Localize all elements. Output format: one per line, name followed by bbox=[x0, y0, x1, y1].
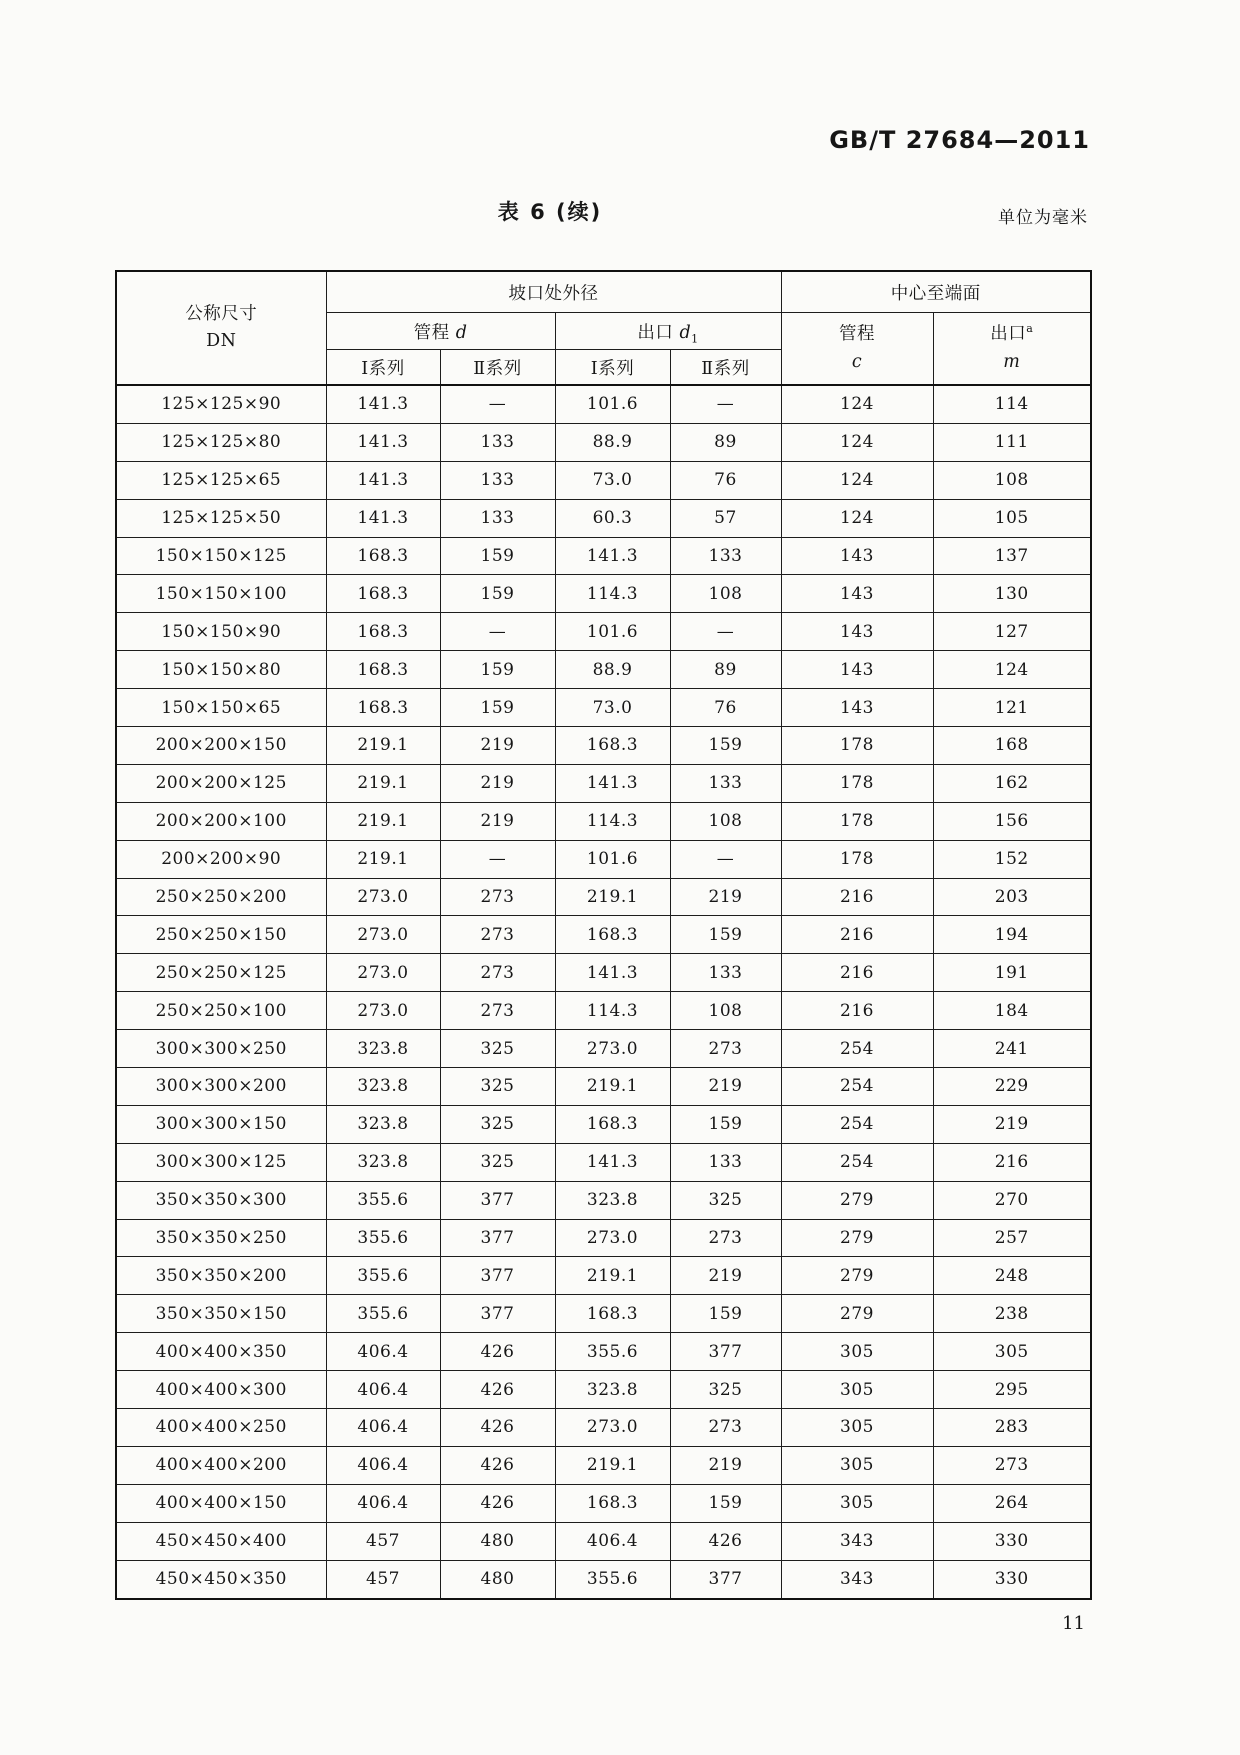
dn-cell: 350×350×300 bbox=[116, 1181, 326, 1219]
footnote-marker-a: a bbox=[1026, 322, 1034, 336]
value-cell: 426 bbox=[440, 1371, 555, 1409]
value-cell: 219 bbox=[670, 878, 781, 916]
table-row bbox=[116, 575, 1091, 613]
value-cell: 377 bbox=[670, 1333, 781, 1371]
value-cell: 229 bbox=[933, 1068, 1091, 1106]
value-cell: 355.6 bbox=[326, 1257, 440, 1295]
value-cell: 114.3 bbox=[555, 992, 670, 1030]
dn-cell: 400×400×350 bbox=[116, 1333, 326, 1371]
value-cell: 178 bbox=[781, 802, 933, 840]
header-nominal-size bbox=[116, 271, 326, 385]
value-cell: 141.3 bbox=[326, 461, 440, 499]
value-cell: 130 bbox=[933, 575, 1091, 613]
value-cell: — bbox=[440, 385, 555, 423]
value-cell: 330 bbox=[933, 1560, 1091, 1598]
dn-cell: 125×125×50 bbox=[116, 499, 326, 537]
value-cell: 273.0 bbox=[326, 992, 440, 1030]
value-cell: 343 bbox=[781, 1522, 933, 1560]
table-row bbox=[116, 1409, 1091, 1447]
value-cell: 141.3 bbox=[555, 764, 670, 802]
value-cell: 133 bbox=[670, 537, 781, 575]
value-cell: 216 bbox=[781, 916, 933, 954]
value-cell: 355.6 bbox=[326, 1219, 440, 1257]
table-row bbox=[116, 1560, 1091, 1598]
table-row bbox=[116, 1371, 1091, 1409]
value-cell: 273.0 bbox=[326, 878, 440, 916]
value-cell: 143 bbox=[781, 651, 933, 689]
value-cell: 254 bbox=[781, 1030, 933, 1068]
value-cell: 355.6 bbox=[555, 1560, 670, 1598]
value-cell: 168.3 bbox=[555, 916, 670, 954]
value-cell: 279 bbox=[781, 1257, 933, 1295]
value-cell: 143 bbox=[781, 575, 933, 613]
value-cell: 168.3 bbox=[326, 537, 440, 575]
value-cell: 219.1 bbox=[555, 1446, 670, 1484]
dn-cell: 250×250×150 bbox=[116, 916, 326, 954]
value-cell: 168.3 bbox=[326, 651, 440, 689]
value-cell: 377 bbox=[440, 1219, 555, 1257]
value-cell: 273.0 bbox=[326, 954, 440, 992]
value-cell: 133 bbox=[670, 954, 781, 992]
value-cell: 88.9 bbox=[555, 423, 670, 461]
value-cell: 330 bbox=[933, 1522, 1091, 1560]
value-cell: 216 bbox=[781, 878, 933, 916]
value-cell: 273 bbox=[440, 878, 555, 916]
header-bevel-outside-diameter: 坡口处外径 bbox=[326, 271, 781, 313]
dn-cell: 400×400×250 bbox=[116, 1409, 326, 1447]
value-cell: 133 bbox=[440, 423, 555, 461]
value-cell: 216 bbox=[781, 954, 933, 992]
dn-cell: 150×150×80 bbox=[116, 651, 326, 689]
value-cell: 159 bbox=[440, 537, 555, 575]
table-row bbox=[116, 954, 1091, 992]
value-cell: 137 bbox=[933, 537, 1091, 575]
value-cell: 60.3 bbox=[555, 499, 670, 537]
value-cell: 323.8 bbox=[326, 1068, 440, 1106]
value-cell: 254 bbox=[781, 1143, 933, 1181]
value-cell: 295 bbox=[933, 1371, 1091, 1409]
value-cell: 111 bbox=[933, 423, 1091, 461]
value-cell: 305 bbox=[933, 1333, 1091, 1371]
table-row bbox=[116, 537, 1091, 575]
value-cell: 279 bbox=[781, 1219, 933, 1257]
dn-cell: 300×300×200 bbox=[116, 1068, 326, 1106]
value-cell: 426 bbox=[440, 1333, 555, 1371]
value-cell: 343 bbox=[781, 1560, 933, 1598]
dn-cell: 250×250×100 bbox=[116, 992, 326, 1030]
value-cell: 141.3 bbox=[326, 423, 440, 461]
value-cell: 355.6 bbox=[326, 1181, 440, 1219]
value-cell: 241 bbox=[933, 1030, 1091, 1068]
value-cell: 105 bbox=[933, 499, 1091, 537]
value-cell: 279 bbox=[781, 1295, 933, 1333]
value-cell: 219 bbox=[670, 1257, 781, 1295]
value-cell: 323.8 bbox=[326, 1143, 440, 1181]
value-cell: 377 bbox=[440, 1181, 555, 1219]
dn-cell: 150×150×90 bbox=[116, 613, 326, 651]
value-cell: — bbox=[670, 840, 781, 878]
value-cell: 457 bbox=[326, 1522, 440, 1560]
value-cell: — bbox=[440, 613, 555, 651]
value-cell: 273 bbox=[670, 1219, 781, 1257]
value-cell: — bbox=[440, 840, 555, 878]
value-cell: 219.1 bbox=[326, 764, 440, 802]
page-number: 11 bbox=[1062, 1613, 1085, 1634]
value-cell: 76 bbox=[670, 689, 781, 727]
value-cell: 159 bbox=[670, 1484, 781, 1522]
value-cell: 101.6 bbox=[555, 385, 670, 423]
value-cell: 264 bbox=[933, 1484, 1091, 1522]
value-cell: 355.6 bbox=[555, 1333, 670, 1371]
value-cell: 323.8 bbox=[555, 1371, 670, 1409]
value-cell: 219.1 bbox=[326, 727, 440, 765]
value-cell: 257 bbox=[933, 1219, 1091, 1257]
value-cell: 219.1 bbox=[326, 840, 440, 878]
value-cell: 254 bbox=[781, 1105, 933, 1143]
header-dn-label: DN bbox=[206, 331, 237, 351]
dn-cell: 300×300×125 bbox=[116, 1143, 326, 1181]
dn-cell: 300×300×250 bbox=[116, 1030, 326, 1068]
value-cell: 178 bbox=[781, 727, 933, 765]
value-cell: 325 bbox=[440, 1143, 555, 1181]
value-cell: 406.4 bbox=[326, 1409, 440, 1447]
value-cell: 325 bbox=[440, 1068, 555, 1106]
value-cell: 124 bbox=[933, 651, 1091, 689]
table-row bbox=[116, 840, 1091, 878]
value-cell: 219 bbox=[440, 802, 555, 840]
value-cell: 141.3 bbox=[326, 499, 440, 537]
value-cell: 325 bbox=[440, 1105, 555, 1143]
value-cell: 159 bbox=[670, 727, 781, 765]
table-row bbox=[116, 1484, 1091, 1522]
value-cell: 480 bbox=[440, 1560, 555, 1598]
value-cell: 377 bbox=[440, 1257, 555, 1295]
table-row bbox=[116, 613, 1091, 651]
dn-cell: 200×200×90 bbox=[116, 840, 326, 878]
value-cell: 273 bbox=[670, 1030, 781, 1068]
value-cell: 124 bbox=[781, 461, 933, 499]
value-cell: 57 bbox=[670, 499, 781, 537]
value-cell: 406.4 bbox=[326, 1371, 440, 1409]
value-cell: 133 bbox=[440, 461, 555, 499]
table-row bbox=[116, 878, 1091, 916]
value-cell: 101.6 bbox=[555, 840, 670, 878]
value-cell: 273 bbox=[440, 916, 555, 954]
value-cell: 168 bbox=[933, 727, 1091, 765]
header-series-2-run: Ⅱ系列 bbox=[440, 350, 555, 386]
var-c: c bbox=[851, 351, 863, 372]
value-cell: 273.0 bbox=[555, 1030, 670, 1068]
value-cell: 184 bbox=[933, 992, 1091, 1030]
dn-cell: 450×450×400 bbox=[116, 1522, 326, 1560]
header-center-to-end-face: 中心至端面 bbox=[781, 271, 1091, 313]
value-cell: 89 bbox=[670, 423, 781, 461]
value-cell: 219 bbox=[933, 1105, 1091, 1143]
value-cell: 273.0 bbox=[555, 1219, 670, 1257]
value-cell: 101.6 bbox=[555, 613, 670, 651]
value-cell: 178 bbox=[781, 840, 933, 878]
table-row bbox=[116, 385, 1091, 423]
value-cell: 426 bbox=[440, 1446, 555, 1484]
value-cell: 377 bbox=[440, 1295, 555, 1333]
value-cell: 141.3 bbox=[555, 537, 670, 575]
table-row bbox=[116, 689, 1091, 727]
value-cell: 325 bbox=[440, 1030, 555, 1068]
dn-cell: 200×200×125 bbox=[116, 764, 326, 802]
value-cell: 108 bbox=[670, 575, 781, 613]
table-row bbox=[116, 499, 1091, 537]
dn-cell: 350×350×150 bbox=[116, 1295, 326, 1333]
header-series-2-outlet: Ⅱ系列 bbox=[670, 350, 781, 386]
value-cell: 406.4 bbox=[326, 1333, 440, 1371]
table-row bbox=[116, 1105, 1091, 1143]
value-cell: 159 bbox=[670, 1295, 781, 1333]
table-row bbox=[116, 1333, 1091, 1371]
dn-cell: 250×250×125 bbox=[116, 954, 326, 992]
value-cell: 168.3 bbox=[555, 1105, 670, 1143]
value-cell: 143 bbox=[781, 613, 933, 651]
value-cell: 108 bbox=[933, 461, 1091, 499]
table-row bbox=[116, 1143, 1091, 1181]
table-row bbox=[116, 1068, 1091, 1106]
header-outlet-m: 出口$^a$ m bbox=[933, 313, 1091, 386]
value-cell: 406.4 bbox=[555, 1522, 670, 1560]
table-row bbox=[116, 423, 1091, 461]
value-cell: 76 bbox=[670, 461, 781, 499]
value-cell: 238 bbox=[933, 1295, 1091, 1333]
value-cell: 159 bbox=[440, 651, 555, 689]
dn-cell: 350×350×200 bbox=[116, 1257, 326, 1295]
table-row bbox=[116, 1257, 1091, 1295]
value-cell: 121 bbox=[933, 689, 1091, 727]
value-cell: 178 bbox=[781, 764, 933, 802]
value-cell: 480 bbox=[440, 1522, 555, 1560]
dn-cell: 150×150×100 bbox=[116, 575, 326, 613]
value-cell: 377 bbox=[670, 1560, 781, 1598]
value-cell: 168.3 bbox=[555, 1295, 670, 1333]
header-nominal-size-label: 公称尺寸 bbox=[185, 303, 258, 324]
dn-cell: 400×400×300 bbox=[116, 1371, 326, 1409]
value-cell: 114 bbox=[933, 385, 1091, 423]
unit-note: 单位为毫米 bbox=[998, 208, 1088, 228]
table-row bbox=[116, 1446, 1091, 1484]
value-cell: 216 bbox=[781, 992, 933, 1030]
table-row bbox=[116, 1219, 1091, 1257]
value-cell: 108 bbox=[670, 992, 781, 1030]
value-cell: 219 bbox=[670, 1446, 781, 1484]
value-cell: 156 bbox=[933, 802, 1091, 840]
table-row bbox=[116, 1295, 1091, 1333]
value-cell: 325 bbox=[670, 1181, 781, 1219]
value-cell: 219.1 bbox=[326, 802, 440, 840]
value-cell: 143 bbox=[781, 537, 933, 575]
value-cell: 168.3 bbox=[326, 613, 440, 651]
value-cell: 273.0 bbox=[555, 1409, 670, 1447]
table-row bbox=[116, 992, 1091, 1030]
table-title: 表 6 (续) bbox=[497, 200, 603, 224]
value-cell: 219.1 bbox=[555, 1257, 670, 1295]
value-cell: 273.0 bbox=[326, 916, 440, 954]
value-cell: 273 bbox=[670, 1409, 781, 1447]
value-cell: — bbox=[670, 613, 781, 651]
value-cell: 89 bbox=[670, 651, 781, 689]
value-cell: 325 bbox=[670, 1371, 781, 1409]
value-cell: 141.3 bbox=[326, 385, 440, 423]
value-cell: 426 bbox=[440, 1484, 555, 1522]
table-row bbox=[116, 764, 1091, 802]
table-body bbox=[116, 385, 1091, 1599]
value-cell: 168.3 bbox=[555, 1484, 670, 1522]
dimension-table bbox=[115, 270, 1092, 1600]
value-cell: 133 bbox=[440, 499, 555, 537]
header-run-d: 管程 d bbox=[326, 313, 555, 350]
header-series-1-run: Ⅰ系列 bbox=[326, 350, 440, 386]
value-cell: 323.8 bbox=[326, 1105, 440, 1143]
dn-cell: 450×450×350 bbox=[116, 1560, 326, 1598]
value-cell: 323.8 bbox=[555, 1181, 670, 1219]
value-cell: 114.3 bbox=[555, 575, 670, 613]
table-row bbox=[116, 1522, 1091, 1560]
value-cell: — bbox=[670, 385, 781, 423]
value-cell: 191 bbox=[933, 954, 1091, 992]
table-row bbox=[116, 1181, 1091, 1219]
value-cell: 124 bbox=[781, 423, 933, 461]
value-cell: 219 bbox=[670, 1068, 781, 1106]
value-cell: 219.1 bbox=[555, 1068, 670, 1106]
value-cell: 323.8 bbox=[326, 1030, 440, 1068]
table-row bbox=[116, 1030, 1091, 1068]
value-cell: 152 bbox=[933, 840, 1091, 878]
value-cell: 108 bbox=[670, 802, 781, 840]
value-cell: 355.6 bbox=[326, 1295, 440, 1333]
header-outlet-d1: 出口 $d_1$ bbox=[555, 313, 781, 350]
value-cell: 88.9 bbox=[555, 651, 670, 689]
value-cell: 141.3 bbox=[555, 954, 670, 992]
value-cell: 203 bbox=[933, 878, 1091, 916]
dn-cell: 300×300×150 bbox=[116, 1105, 326, 1143]
header-run-c: 管程 c bbox=[781, 313, 933, 386]
value-cell: 305 bbox=[781, 1446, 933, 1484]
var-m: m bbox=[1003, 351, 1021, 372]
value-cell: 159 bbox=[670, 916, 781, 954]
value-cell: 168.3 bbox=[326, 575, 440, 613]
value-cell: 159 bbox=[440, 689, 555, 727]
value-cell: 279 bbox=[781, 1181, 933, 1219]
value-cell: 426 bbox=[440, 1409, 555, 1447]
value-cell: 73.0 bbox=[555, 689, 670, 727]
value-cell: 219.1 bbox=[555, 878, 670, 916]
value-cell: 248 bbox=[933, 1257, 1091, 1295]
table-row bbox=[116, 802, 1091, 840]
dn-cell: 200×200×150 bbox=[116, 727, 326, 765]
value-cell: 143 bbox=[781, 689, 933, 727]
table-row bbox=[116, 727, 1091, 765]
value-cell: 73.0 bbox=[555, 461, 670, 499]
value-cell: 273 bbox=[933, 1446, 1091, 1484]
value-cell: 406.4 bbox=[326, 1484, 440, 1522]
value-cell: 159 bbox=[440, 575, 555, 613]
header-row-groups bbox=[116, 271, 1091, 313]
value-cell: 254 bbox=[781, 1068, 933, 1106]
table-row bbox=[116, 916, 1091, 954]
value-cell: 283 bbox=[933, 1409, 1091, 1447]
dn-cell: 250×250×200 bbox=[116, 878, 326, 916]
table-row bbox=[116, 651, 1091, 689]
dn-cell: 400×400×150 bbox=[116, 1484, 326, 1522]
value-cell: 194 bbox=[933, 916, 1091, 954]
standard-number: GB/T 27684—2011 bbox=[829, 126, 1090, 154]
value-cell: 406.4 bbox=[326, 1446, 440, 1484]
value-cell: 270 bbox=[933, 1181, 1091, 1219]
dn-cell: 150×150×65 bbox=[116, 689, 326, 727]
dn-cell: 125×125×90 bbox=[116, 385, 326, 423]
value-cell: 127 bbox=[933, 613, 1091, 651]
value-cell: 305 bbox=[781, 1333, 933, 1371]
value-cell: 457 bbox=[326, 1560, 440, 1598]
value-cell: 305 bbox=[781, 1484, 933, 1522]
value-cell: 305 bbox=[781, 1371, 933, 1409]
dn-cell: 200×200×100 bbox=[116, 802, 326, 840]
value-cell: 124 bbox=[781, 499, 933, 537]
header-series-1-outlet: Ⅰ系列 bbox=[555, 350, 670, 386]
dn-cell: 400×400×200 bbox=[116, 1446, 326, 1484]
value-cell: 133 bbox=[670, 764, 781, 802]
value-cell: 114.3 bbox=[555, 802, 670, 840]
value-cell: 305 bbox=[781, 1409, 933, 1447]
dn-cell: 150×150×125 bbox=[116, 537, 326, 575]
value-cell: 168.3 bbox=[555, 727, 670, 765]
value-cell: 133 bbox=[670, 1143, 781, 1181]
var-d: d bbox=[455, 322, 468, 343]
dn-cell: 350×350×250 bbox=[116, 1219, 326, 1257]
value-cell: 159 bbox=[670, 1105, 781, 1143]
value-cell: 273 bbox=[440, 954, 555, 992]
value-cell: 141.3 bbox=[555, 1143, 670, 1181]
value-cell: 426 bbox=[670, 1522, 781, 1560]
value-cell: 168.3 bbox=[326, 689, 440, 727]
value-cell: 273 bbox=[440, 992, 555, 1030]
dn-cell: 125×125×65 bbox=[116, 461, 326, 499]
value-cell: 219 bbox=[440, 727, 555, 765]
dn-cell: 125×125×80 bbox=[116, 423, 326, 461]
value-cell: 216 bbox=[933, 1143, 1091, 1181]
var-d1: d bbox=[679, 322, 692, 343]
value-cell: 219 bbox=[440, 764, 555, 802]
table-row bbox=[116, 461, 1091, 499]
value-cell: 162 bbox=[933, 764, 1091, 802]
value-cell: 124 bbox=[781, 385, 933, 423]
